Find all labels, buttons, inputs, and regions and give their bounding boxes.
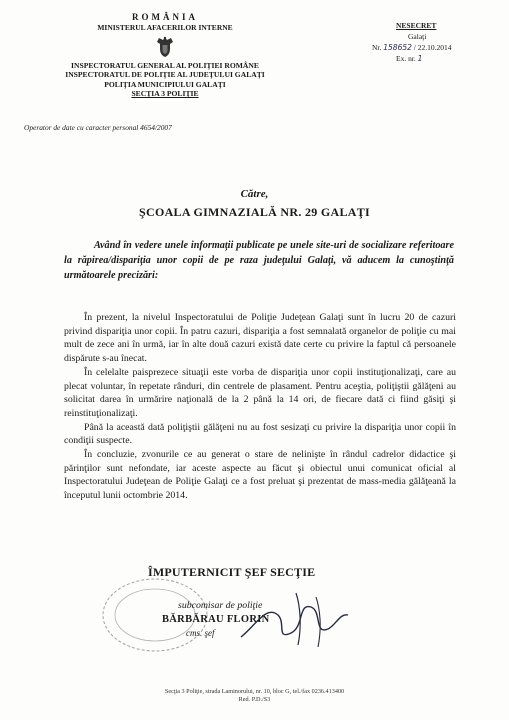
body-paragraph-1: În prezent, la nivelul Inspectoratului de Poliţie Judeţean Galaţi sunt în lucru 20 de cazuri privind dispariţia unor copii. În patru cazuri, dispariţia a fost semnalată organelor de poliţie cu mai mult de zece ani în urmă, iar în alte două cazuri există date certe cu privire la faptul că persoanele dispărute s-au înecat. [64, 312, 456, 365]
ex-prefix: Ex. nr. [396, 54, 416, 63]
country-name: ROMÂNIA [132, 12, 198, 22]
body-paragraph-4: În concluzie, zvonurile ce au generat o stare de nelinişte în rândul cadrelor didactice şi părinţilor sunt nefondate, iar aceste aspecte au făcut şi obiectul unui comunicat oficial al Inspectoratului Judeţean de Poliţie Galaţi ce a fost preluat şi prezentat de mass-media gălăţeană la începutul lunii octombrie 2014. [64, 449, 456, 502]
body-paragraph-3: Până la această dată poliţiştii gălăţeni nu au fost sesizaţi cu privire la dispariţia unor copii în condiţii suspecte. [64, 421, 456, 447]
nr-prefix: Nr. [372, 43, 382, 52]
ministry-name: MINISTERUL AFACERILOR INTERNE [97, 23, 233, 32]
registration-number [372, 42, 492, 53]
classification-label: NESECRET [396, 21, 437, 30]
institution-line-4: SECŢIA 3 POLIŢIE [131, 89, 199, 99]
institution-line-3: POLIŢIA MUNICIPIULUI GALAŢI [104, 79, 226, 89]
institution-line-2: INSPECTORATUL DE POLIŢIE AL JUDEŢULUI GALAŢI [65, 70, 265, 80]
signatory-rank: subcomisar de poliţie [178, 600, 263, 611]
coat-of-arms-icon [154, 35, 176, 59]
footer-address: Secţia 3 Poliţie, strada Laminorului, nr. 10, bloc G, tel./fax 0236.413400 [164, 688, 345, 695]
ex-value: 1 [417, 54, 423, 63]
signature-title: ÎMPUTERNICIT ŞEF SECŢIE [148, 565, 316, 579]
signature-scribble-icon [236, 585, 356, 655]
letterhead [20, 12, 310, 99]
copy-number [372, 53, 492, 64]
addressee-school: ŞCOALA GIMNAZIALĂ NR. 29 GALAŢI [139, 205, 370, 219]
addressee-catre: Către, [240, 188, 269, 200]
intro-paragraph: Având în vedere unele informaţii publicate pe unele site-uri de socializare referitoare la răpirea/dispariţia unor copii de pe raza judeţului Galaţi, vă aducem la cunoştinţă următoarele precizări: [64, 240, 454, 281]
signatory-name: BĂRBĂRAU FLORIN [162, 614, 270, 625]
nr-value: 158652 [383, 43, 412, 52]
footer [0, 688, 509, 704]
operator-note: Operator de date cu caracter personal 4654/2007 [24, 123, 172, 132]
footer-redaction: Red. P.D./S3 [238, 696, 271, 703]
institution-line-1: INSPECTORATUL GENERAL AL POLIŢIEI ROMÂNE [71, 61, 259, 70]
body-paragraph-2: În celelalte paisprezece situaţii este vorba de dispariţia unor copii instituţionalizaţi, care au plecat voluntar, în repetate rânduri, din centrele de plasament. Pentru aceştia, poliţiştii gălăţeni au solicitat darea în urmărire naţională de la 2 până la 14 ori, de fiecare dată ci fiind găsiţi şi reinstituţionalizaţi. [64, 366, 456, 419]
registration-date: / 22.10.2014 [413, 43, 452, 52]
classification-block [372, 20, 492, 64]
classification-city: Galaţi [408, 32, 427, 41]
handwritten-mark: cms. şef [186, 628, 215, 638]
letter-body [64, 311, 456, 503]
